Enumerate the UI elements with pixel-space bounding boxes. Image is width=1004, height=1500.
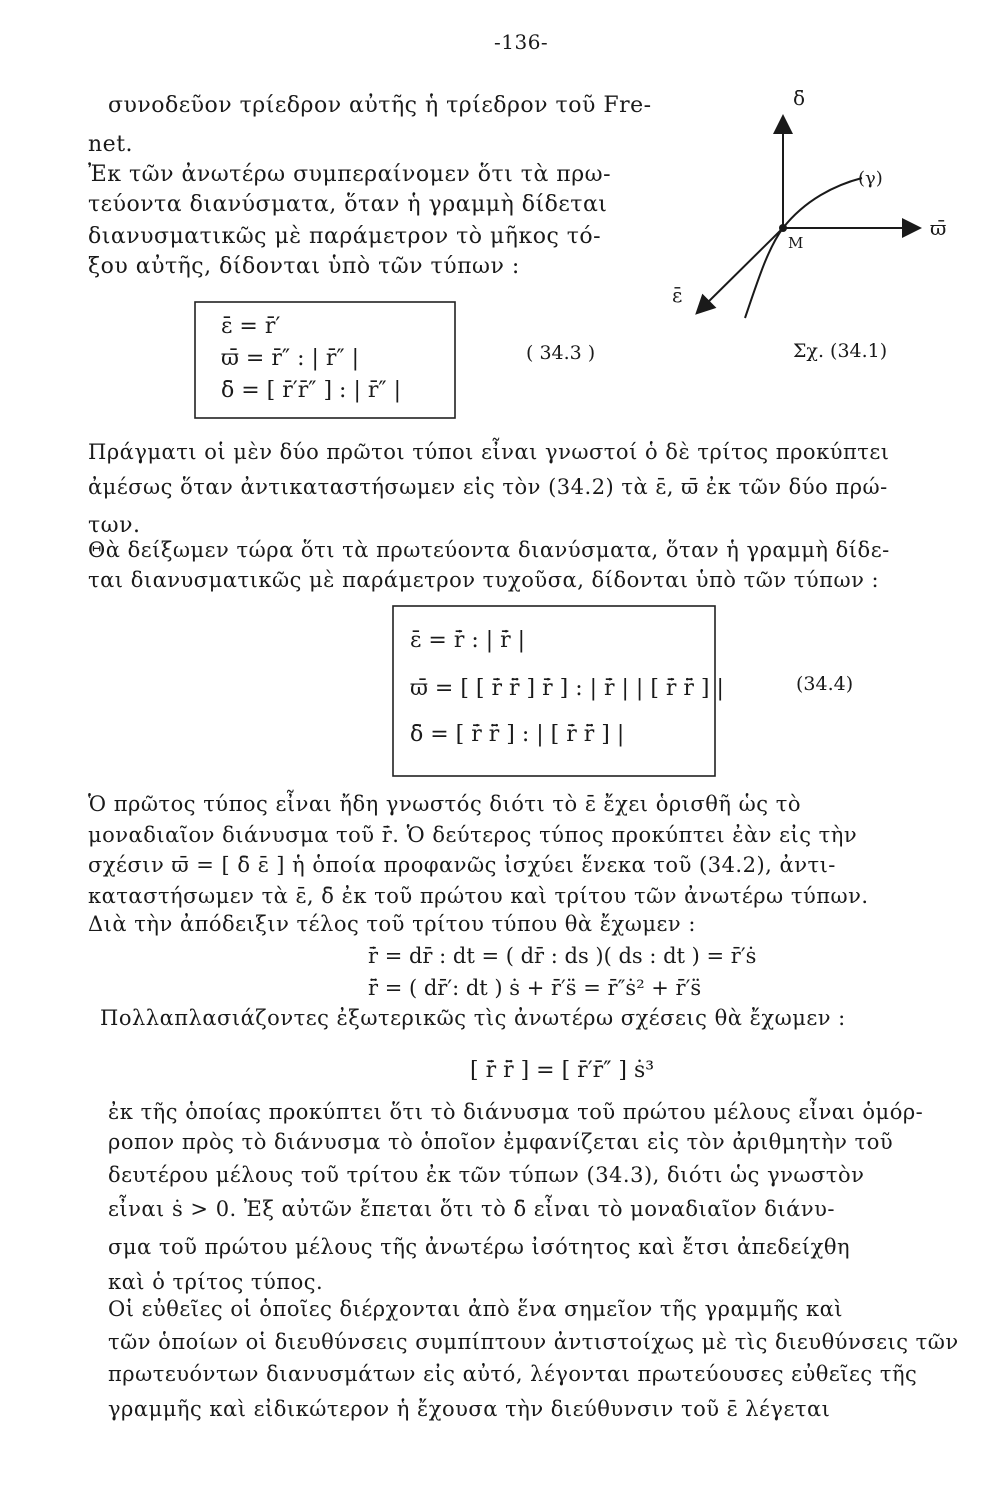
text-line: πρωτευόντων διανυσμάτων εἰς αὐτό, λέγονται πρωτεύουσες εὐθεῖες τῆς: [108, 1362, 918, 1386]
text-line: καταστήσωμεν τὰ ε̄, δ̄ ἐκ τοῦ πρώτου καὶ τρίτου τῶν ἀνωτέρω τύπων.: [88, 884, 869, 908]
point-m: [779, 224, 787, 232]
text-line: διανυσματικῶς μὲ παράμετρον τὸ μῆκος τό-: [88, 224, 602, 249]
box1-equation-number: ( 34.3 ): [526, 342, 596, 364]
text-line: ροπον πρὸς τὸ διάνυσμα τὸ ὁποῖον ἐμφανίζεται εἰς τὸν ἀριθμητὴν τοῦ: [108, 1130, 894, 1154]
text-line: των.: [88, 513, 141, 538]
box2-line: ϖ̄ = [ [ ṙ̄ r̈̄ ] ṙ̄ ] : | ṙ̄ | | [ ṙ̄ r̈̄ ] |: [410, 676, 724, 701]
text-line: Ὁ πρῶτος τύπος εἶναι ἤδη γνωστός διότι τὸ ε̄ ἔχει ὁρισθῆ ὡς τὸ: [88, 792, 801, 816]
text-line: net.: [88, 132, 134, 157]
text-line: ἐκ τῆς ὁποίας προκύπτει ὅτι τὸ διάνυσμα τοῦ πρώτου μέλους εἶναι ὁμόρ-: [108, 1100, 924, 1124]
figure-caption: Σχ. (34.1): [793, 340, 888, 362]
box2-line: ε̄ = ṙ̄ : | ṙ̄ |: [410, 628, 526, 653]
box2-line: δ̄ = [ ṙ̄ r̈̄ ] : | [ ṙ̄ r̈̄ ] |: [410, 722, 625, 747]
text-line: μοναδιαῖον διάνυσμα τοῦ ṙ̄. Ὁ δεύτερος τύπος προκύπτει ἐὰν εἰς τὴν: [88, 823, 858, 847]
text-line: ἀμέσως ὅταν ἀντικαταστήσωμεν εἰς τὸν (34.2) τὰ ε̄, ϖ̄ ἐκ τῶν δύο πρώ-: [88, 475, 888, 499]
equation: r̈̄ = ( dr̄′: dt ) ṡ + r̄′s̈ = r̄″ṡ² + r̄′s̈: [368, 976, 702, 1000]
epsilon-vector: [698, 228, 783, 312]
box2-equation-number: (34.4): [796, 673, 854, 695]
equation: [ ṙ̄ r̈̄ ] = [ r̄′r̄″ ] ṡ³: [470, 1058, 655, 1083]
figure-label-gamma: (γ): [858, 168, 883, 189]
figure-label-omega: ϖ̄: [930, 216, 947, 240]
text-line: τεύοντα διανύσματα, ὅταν ἡ γραμμὴ δίδεται: [88, 192, 608, 217]
page-number: -136-: [494, 30, 549, 54]
text-line: γραμμῆς καὶ εἰδικώτερον ἡ ἔχουσα τὴν διεύθυνσιν τοῦ ε̄ λέγεται: [108, 1397, 831, 1421]
text-line: ξου αὐτῆς, δίδονται ὑπὸ τῶν τύπων :: [88, 254, 520, 279]
figure-label-delta: δ̄: [793, 86, 806, 110]
box1-line: ϖ̄ = r̄″ : | r̄″ |: [221, 346, 360, 371]
text-line: Οἱ εὐθεῖες οἱ ὁποῖες διέρχονται ἀπὸ ἕνα σημεῖον τῆς γραμμῆς καὶ: [108, 1297, 843, 1321]
text-line: Ἐκ τῶν ἀνωτέρω συμπεραίνομεν ὅτι τὰ πρω-: [88, 162, 612, 187]
text-line: ται διανυσματικῶς μὲ παράμετρον τυχοῦσα, δίδονται ὑπὸ τῶν τύπων :: [88, 568, 880, 592]
figure-label-point: M: [788, 234, 804, 252]
text-line: Πολλαπλασιάζοντες ἐξωτερικῶς τὶς ἀνωτέρω σχέσεις θὰ ἔχωμεν :: [100, 1006, 846, 1030]
text-line: σμα τοῦ πρώτου μέλους τῆς ἀνωτέρω ἰσότητος καὶ ἔτσι ἀπεδείχθη: [108, 1235, 851, 1259]
text-line: σχέσιν ϖ̄ = [ δ̄ ε̄ ] ἡ ὁποία προφανῶς ἰσχύει ἕνεκα τοῦ (34.2), ἀντι-: [88, 853, 836, 877]
text-line: καὶ ὁ τρίτος τύπος.: [108, 1270, 324, 1294]
figure-label-epsilon: ε̄: [672, 283, 683, 307]
text-line: Διὰ τὴν ἀπόδειξιν τέλος τοῦ τρίτου τύπου θὰ ἔχωμεν :: [88, 912, 696, 936]
box1-line: ε̄ = r̄′: [221, 314, 281, 339]
text-line: συνοδεῦον τρίεδρον αὐτῆς ἡ τρίεδρον τοῦ Fre-: [108, 93, 652, 118]
text-line: εἶναι ṡ > 0. Ἐξ αὐτῶν ἔπεται ὅτι τὸ δ̄ εἶναι τὸ μοναδιαῖον διάνυ-: [108, 1197, 835, 1221]
text-line: τῶν ὁποίων οἱ διευθύνσεις συμπίπτουν ἀντιστοίχως μὲ τὶς διευθύνσεις τῶν: [108, 1330, 959, 1354]
text-line: δευτέρου μέλους τοῦ τρίτου ἐκ τῶν τύπων (34.3), διότι ὡς γνωστὸν: [108, 1163, 865, 1187]
box1-line: δ̄ = [ r̄′r̄″ ] : | r̄″ |: [221, 378, 402, 403]
text-line: Θὰ δείξωμεν τώρα ὅτι τὰ πρωτεύοντα διανύσματα, ὅταν ἡ γραμμὴ δίδε-: [88, 538, 890, 562]
text-line: Πράγματι οἱ μὲν δύο πρῶτοι τύποι εἶναι γνωστοί ὁ δὲ τρίτος προκύπτει: [88, 440, 890, 464]
equation: ṙ̄ = dr̄ : dt = ( dr̄ : ds )( ds : dt ) = r̄′ṡ: [368, 944, 757, 968]
